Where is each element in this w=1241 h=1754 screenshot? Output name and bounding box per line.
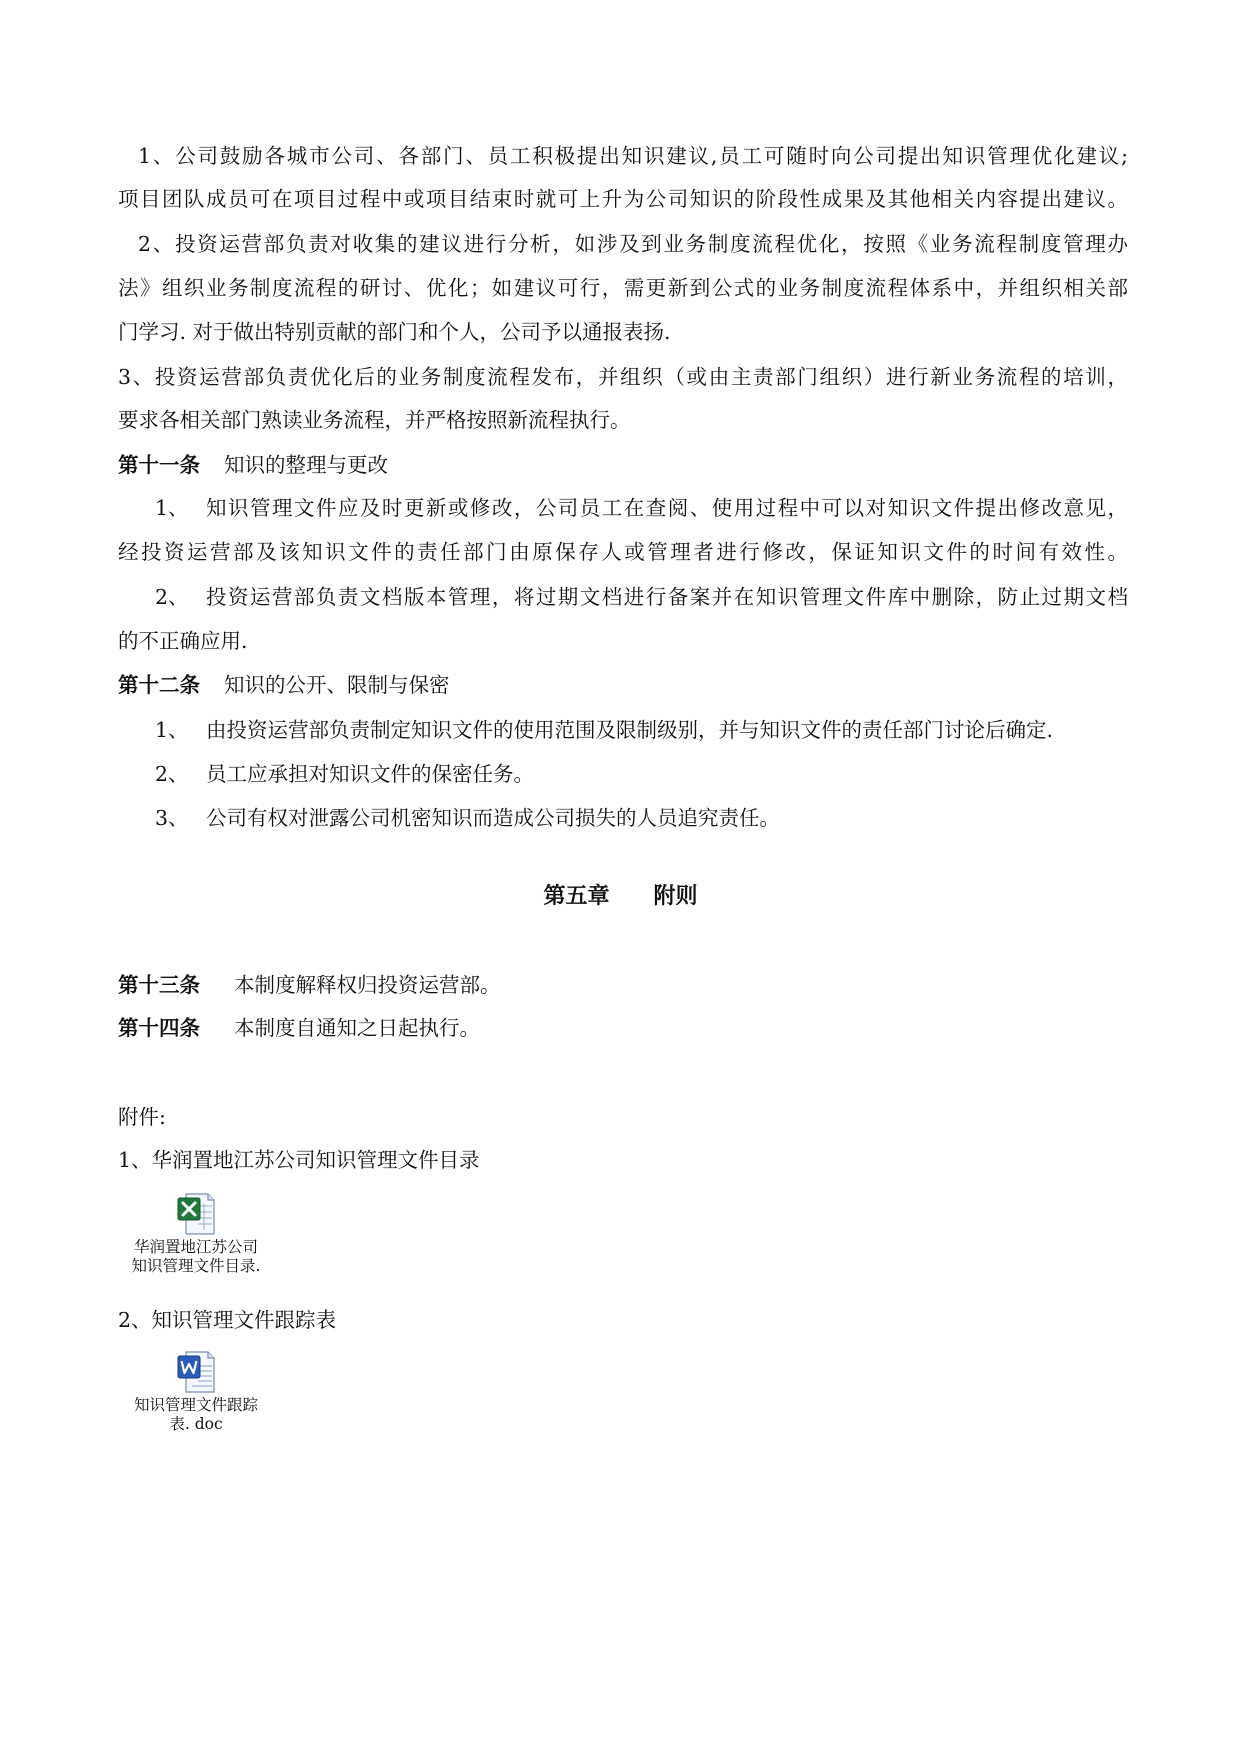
article-14: [118, 1014, 1128, 1042]
article-11-title: 知识的整理与更改: [224, 453, 388, 477]
attachment-2-caption-line-1: 知识管理文件跟踪: [133, 1396, 258, 1414]
paragraph-1-line-2: 项目团队成员可在项目过程中或项目结束时就可上升为公司知识的阶段性成果及其他相关内容提出建议。: [118, 187, 1128, 211]
article-11-number: 第十一条: [118, 453, 200, 477]
article-11-item-1-line-2: 经投资运营部及该知识文件的责任部门由原保存人或管理者进行修改，保证知识文件的时间有效性。: [118, 540, 1128, 564]
article-13: [118, 971, 1128, 999]
paragraph-2-line-3: 门学习. 对于做出特别贡献的部门和个人，公司予以通报表扬.: [118, 320, 671, 344]
paragraph-3-line-2: 要求各相关部门熟读业务流程，并严格按照新流程执行。: [118, 408, 631, 432]
article-12-item-2-text: 员工应承担对知识文件的保密任务。: [206, 762, 534, 786]
chapter-number: 第五章: [543, 883, 610, 909]
article-14-number: 第十四条: [118, 1016, 200, 1040]
article-13-number: 第十三条: [118, 973, 200, 997]
paragraph-2-line-1: 2、投资运营部负责对收集的建议进行分析，如涉及到业务制度流程优化，按照《业务流程制度管理办: [138, 232, 1128, 256]
article-11-heading: [118, 451, 1128, 479]
word-file-icon: [172, 1348, 220, 1396]
paragraph-2-line-2: 法》组织业务制度流程的研讨、优化；如建议可行，需更新到公式的业务制度流程体系中，并组织相关部: [118, 276, 1128, 300]
article-12-item-3-number: 3、: [155, 806, 189, 830]
article-12-item-3-text: 公司有权对泄露公司机密知识而造成公司损失的人员追究责任。: [206, 806, 780, 830]
article-12-title: 知识的公开、限制与保密: [224, 673, 450, 697]
article-13-text: 本制度解释权归投资运营部。: [234, 973, 501, 997]
article-12-number: 第十二条: [118, 673, 200, 697]
article-12-heading: [118, 671, 1128, 699]
attachment-1-caption-line-1: 华润置地江苏公司: [133, 1238, 258, 1256]
attachment-2-label: 2、知识管理文件跟踪表: [118, 1308, 337, 1332]
article-11-item-1-number: 1、: [155, 496, 189, 520]
excel-file-icon: [172, 1190, 220, 1238]
article-11-item-2-line-1: 投资运营部负责文档版本管理，将过期文档进行备案并在知识管理文件库中删除，防止过期文档: [206, 585, 1128, 609]
article-12-item-1-number: 1、: [155, 718, 189, 742]
attachment-1-embedded-file[interactable]: [111, 1190, 281, 1276]
article-14-text: 本制度自通知之日起执行。: [234, 1016, 480, 1040]
paragraph-3-line-1: 3、投资运营部负责优化后的业务制度流程发布，并组织（或由主责部门组织）进行新业务流程的培训，: [118, 365, 1128, 389]
chapter-title: 附则: [653, 883, 698, 909]
attachment-1-label: 1、华润置地江苏公司知识管理文件目录: [118, 1148, 480, 1172]
attachment-2-embedded-file[interactable]: [111, 1348, 281, 1434]
paragraph-1-line-1: 1、公司鼓励各城市公司、各部门、员工积极提出知识建议,员工可随时向公司提出知识管理优化建议;: [138, 144, 1128, 168]
article-12-item-2-number: 2、: [155, 762, 189, 786]
article-11-item-2-number: 2、: [155, 585, 189, 609]
article-11-item-2-line-2: 的不正确应用.: [118, 629, 248, 653]
chapter-heading: [0, 881, 1241, 911]
attachment-2-caption-line-2: 表. doc: [169, 1415, 223, 1433]
article-11-item-1-line-1: 知识管理文件应及时更新或修改，公司员工在查阅、使用过程中可以对知识文件提出修改意见，: [206, 496, 1128, 520]
article-12-item-1-text: 由投资运营部负责制定知识文件的使用范围及限制级别，并与知识文件的责任部门讨论后确定.: [206, 718, 1054, 742]
attachment-1-caption-line-2: 知识管理文件目录.: [131, 1257, 261, 1275]
attachments-heading: 附件:: [118, 1105, 166, 1129]
